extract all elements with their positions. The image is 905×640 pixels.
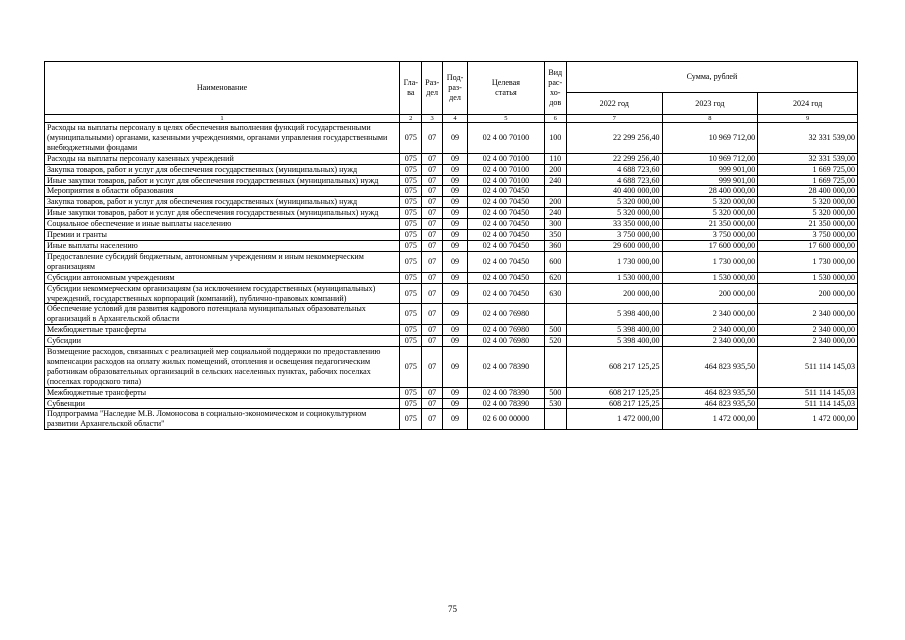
row-name: Закупка товаров, работ и услуг для обеспечения государственных (муниципальных) нужд [45, 197, 400, 208]
row-chapter: 075 [400, 219, 422, 230]
row-amount-2022: 22 299 256,40 [566, 153, 662, 164]
row-amount-2023: 17 600 000,00 [662, 240, 758, 251]
row-amount-2024: 1 730 000,00 [758, 251, 858, 272]
row-section: 07 [422, 409, 442, 430]
row-target-article: 02 4 00 78390 [468, 387, 544, 398]
row-amount-2022: 3 750 000,00 [566, 230, 662, 241]
row-amount-2024: 511 114 145,03 [758, 398, 858, 409]
row-chapter: 075 [400, 240, 422, 251]
row-expense-type [544, 186, 566, 197]
row-section: 07 [422, 219, 442, 230]
row-amount-2022: 1 730 000,00 [566, 251, 662, 272]
row-section: 07 [422, 272, 442, 283]
row-target-article: 02 4 00 70100 [468, 175, 544, 186]
table-row [45, 409, 858, 430]
table-row [45, 387, 858, 398]
col-number-5: 5 [468, 115, 544, 123]
row-chapter: 075 [400, 230, 422, 241]
row-chapter: 075 [400, 175, 422, 186]
row-target-article: 02 4 00 70450 [468, 219, 544, 230]
table-row [45, 398, 858, 409]
row-amount-2022: 1 530 000,00 [566, 272, 662, 283]
row-amount-2023: 5 320 000,00 [662, 208, 758, 219]
row-section: 07 [422, 208, 442, 219]
row-expense-type: 200 [544, 164, 566, 175]
row-section: 07 [422, 325, 442, 336]
row-amount-2022: 608 217 125,25 [566, 387, 662, 398]
row-expense-type: 520 [544, 336, 566, 347]
row-name: Подпрограмма "Наследие М.В. Ломоносова в социально-экономическом и социокультурном развитии Архангельской области" [45, 409, 400, 430]
row-amount-2022: 4 688 723,60 [566, 175, 662, 186]
row-amount-2022: 40 400 000,00 [566, 186, 662, 197]
col-number-4: 4 [442, 115, 467, 123]
row-target-article: 02 6 00 00000 [468, 409, 544, 430]
row-name: Иные закупки товаров, работ и услуг для обеспечения государственных (муниципальных) нужд [45, 175, 400, 186]
row-subsection: 09 [442, 164, 467, 175]
row-chapter: 075 [400, 186, 422, 197]
row-amount-2022: 608 217 125,25 [566, 398, 662, 409]
row-amount-2022: 4 688 723,60 [566, 164, 662, 175]
row-section: 07 [422, 398, 442, 409]
row-target-article: 02 4 00 70100 [468, 123, 544, 154]
row-subsection: 09 [442, 272, 467, 283]
row-chapter: 075 [400, 251, 422, 272]
table-row [45, 230, 858, 241]
row-expense-type: 360 [544, 240, 566, 251]
row-amount-2023: 1 730 000,00 [662, 251, 758, 272]
row-name: Мероприятия в области образования [45, 186, 400, 197]
row-target-article: 02 4 00 76980 [468, 336, 544, 347]
col-number-3: 3 [422, 115, 442, 123]
row-subsection: 09 [442, 347, 467, 388]
row-amount-2024: 17 600 000,00 [758, 240, 858, 251]
row-name: Субсидии автономным учреждениям [45, 272, 400, 283]
row-name: Возмещение расходов, связанных с реализацией мер социальной поддержки по предоставлению компенсации расходов на оплату жилых помещений, отопления и освещения педагогическим работникам образовательных организаций в сельских населенных пунктах, рабочих поселках (поселках городского типа) [45, 347, 400, 388]
row-name: Социальное обеспечение и иные выплаты населению [45, 219, 400, 230]
row-expense-type: 240 [544, 175, 566, 186]
header-subsection: Под- раз- дел [442, 62, 467, 115]
row-name: Субсидии некоммерческим организациям (за исключением государственных (муниципальных) учреждений, государственных корпораций (компаний), публично-правовых компаний) [45, 283, 400, 304]
row-section: 07 [422, 230, 442, 241]
row-target-article: 02 4 00 70450 [468, 208, 544, 219]
row-target-article: 02 4 00 70450 [468, 197, 544, 208]
row-amount-2024: 5 320 000,00 [758, 197, 858, 208]
row-amount-2022: 608 217 125,25 [566, 347, 662, 388]
col-number-2: 2 [400, 115, 422, 123]
row-name: Предоставление субсидий бюджетным, автономным учреждениям и иным некоммерческим организациям [45, 251, 400, 272]
row-amount-2024: 1 669 725,00 [758, 164, 858, 175]
row-amount-2023: 5 320 000,00 [662, 197, 758, 208]
col-number-7: 7 [566, 115, 662, 123]
row-chapter: 075 [400, 272, 422, 283]
row-name: Обеспечение условий для развития кадрового потенциала муниципальных образовательных организаций в Архангельской области [45, 304, 400, 325]
table-body [45, 123, 858, 430]
row-amount-2023: 200 000,00 [662, 283, 758, 304]
row-chapter: 075 [400, 283, 422, 304]
row-expense-type [544, 304, 566, 325]
row-amount-2023: 3 750 000,00 [662, 230, 758, 241]
row-expense-type: 620 [544, 272, 566, 283]
row-amount-2023: 2 340 000,00 [662, 325, 758, 336]
row-target-article: 02 4 00 70450 [468, 272, 544, 283]
row-expense-type: 200 [544, 197, 566, 208]
row-chapter: 075 [400, 336, 422, 347]
table-row [45, 197, 858, 208]
row-subsection: 09 [442, 240, 467, 251]
row-expense-type: 240 [544, 208, 566, 219]
row-section: 07 [422, 347, 442, 388]
row-section: 07 [422, 153, 442, 164]
row-chapter: 075 [400, 347, 422, 388]
row-amount-2024: 3 750 000,00 [758, 230, 858, 241]
row-subsection: 09 [442, 398, 467, 409]
table-row [45, 153, 858, 164]
row-amount-2022: 200 000,00 [566, 283, 662, 304]
row-expense-type: 300 [544, 219, 566, 230]
row-target-article: 02 4 00 70100 [468, 153, 544, 164]
row-amount-2023: 464 823 935,50 [662, 347, 758, 388]
row-amount-2024: 511 114 145,03 [758, 387, 858, 398]
row-expense-type: 100 [544, 123, 566, 154]
table-row [45, 283, 858, 304]
row-amount-2022: 5 398 400,00 [566, 325, 662, 336]
row-target-article: 02 4 00 76980 [468, 304, 544, 325]
row-amount-2022: 29 600 000,00 [566, 240, 662, 251]
row-subsection: 09 [442, 123, 467, 154]
row-chapter: 075 [400, 197, 422, 208]
row-chapter: 075 [400, 398, 422, 409]
row-chapter: 075 [400, 387, 422, 398]
row-subsection: 09 [442, 336, 467, 347]
row-section: 07 [422, 186, 442, 197]
row-expense-type [544, 347, 566, 388]
row-name: Субвенции [45, 398, 400, 409]
row-section: 07 [422, 197, 442, 208]
budget-table [44, 61, 858, 430]
row-subsection: 09 [442, 230, 467, 241]
row-name: Расходы на выплаты персоналу казенных учреждений [45, 153, 400, 164]
row-subsection: 09 [442, 175, 467, 186]
row-expense-type: 110 [544, 153, 566, 164]
row-subsection: 09 [442, 409, 467, 430]
row-chapter: 075 [400, 164, 422, 175]
row-section: 07 [422, 304, 442, 325]
row-section: 07 [422, 387, 442, 398]
page-number: 75 [448, 604, 457, 614]
table-row [45, 347, 858, 388]
row-chapter: 075 [400, 304, 422, 325]
table-row [45, 186, 858, 197]
row-subsection: 09 [442, 325, 467, 336]
row-expense-type: 500 [544, 387, 566, 398]
row-amount-2022: 5 320 000,00 [566, 208, 662, 219]
row-expense-type [544, 409, 566, 430]
row-subsection: 09 [442, 283, 467, 304]
header-year-2023: 2023 год [662, 93, 758, 115]
row-amount-2023: 464 823 935,50 [662, 387, 758, 398]
row-amount-2023: 999 901,00 [662, 175, 758, 186]
row-name: Иные закупки товаров, работ и услуг для обеспечения государственных (муниципальных) нужд [45, 208, 400, 219]
table-row [45, 175, 858, 186]
table-row [45, 251, 858, 272]
row-amount-2022: 22 299 256,40 [566, 123, 662, 154]
row-target-article: 02 4 00 76980 [468, 325, 544, 336]
col-number-6: 6 [544, 115, 566, 123]
row-section: 07 [422, 175, 442, 186]
row-amount-2022: 5 398 400,00 [566, 336, 662, 347]
row-amount-2023: 999 901,00 [662, 164, 758, 175]
row-name: Расходы на выплаты персоналу в целях обеспечения выполнения функций государственными (муниципальными) органами, казенными учреждениями, органами управления государственными внебюджетными фондами [45, 123, 400, 154]
row-target-article: 02 4 00 70450 [468, 240, 544, 251]
col-number-8: 8 [662, 115, 758, 123]
row-name: Субсидии [45, 336, 400, 347]
row-section: 07 [422, 240, 442, 251]
row-section: 07 [422, 336, 442, 347]
header-expense-type: Вид рас- хо- дов [544, 62, 566, 115]
row-section: 07 [422, 164, 442, 175]
header-target-article: Целевая статья [468, 62, 544, 115]
header-year-2024: 2024 год [758, 93, 858, 115]
col-number-9: 9 [758, 115, 858, 123]
row-amount-2022: 5 398 400,00 [566, 304, 662, 325]
row-chapter: 075 [400, 153, 422, 164]
row-subsection: 09 [442, 387, 467, 398]
row-amount-2024: 1 530 000,00 [758, 272, 858, 283]
row-amount-2024: 28 400 000,00 [758, 186, 858, 197]
row-amount-2022: 1 472 000,00 [566, 409, 662, 430]
row-subsection: 09 [442, 304, 467, 325]
row-chapter: 075 [400, 208, 422, 219]
row-amount-2022: 33 350 000,00 [566, 219, 662, 230]
row-name: Премии и гранты [45, 230, 400, 241]
table-row [45, 208, 858, 219]
row-amount-2024: 2 340 000,00 [758, 336, 858, 347]
row-amount-2024: 1 669 725,00 [758, 175, 858, 186]
row-target-article: 02 4 00 70450 [468, 251, 544, 272]
row-subsection: 09 [442, 186, 467, 197]
row-subsection: 09 [442, 219, 467, 230]
row-expense-type: 630 [544, 283, 566, 304]
row-section: 07 [422, 123, 442, 154]
table-row [45, 304, 858, 325]
row-expense-type: 350 [544, 230, 566, 241]
row-chapter: 075 [400, 325, 422, 336]
table-row [45, 336, 858, 347]
row-amount-2022: 5 320 000,00 [566, 197, 662, 208]
row-amount-2023: 10 969 712,00 [662, 123, 758, 154]
row-amount-2024: 2 340 000,00 [758, 325, 858, 336]
row-amount-2024: 1 472 000,00 [758, 409, 858, 430]
row-expense-type: 530 [544, 398, 566, 409]
row-amount-2024: 200 000,00 [758, 283, 858, 304]
row-target-article: 02 4 00 78390 [468, 347, 544, 388]
row-amount-2024: 32 331 539,00 [758, 123, 858, 154]
row-target-article: 02 4 00 70100 [468, 164, 544, 175]
row-name: Межбюджетные трансферты [45, 325, 400, 336]
row-target-article: 02 4 00 70450 [468, 186, 544, 197]
row-amount-2023: 464 823 935,50 [662, 398, 758, 409]
table-row [45, 164, 858, 175]
header-name: Наименование [45, 62, 400, 115]
row-amount-2024: 21 350 000,00 [758, 219, 858, 230]
row-amount-2023: 10 969 712,00 [662, 153, 758, 164]
table-row [45, 272, 858, 283]
row-amount-2023: 2 340 000,00 [662, 304, 758, 325]
row-amount-2023: 21 350 000,00 [662, 219, 758, 230]
row-amount-2024: 5 320 000,00 [758, 208, 858, 219]
row-name: Закупка товаров, работ и услуг для обеспечения государственных (муниципальных) нужд [45, 164, 400, 175]
row-name: Межбюджетные трансферты [45, 387, 400, 398]
row-amount-2024: 2 340 000,00 [758, 304, 858, 325]
row-target-article: 02 4 00 70450 [468, 283, 544, 304]
table-row [45, 123, 858, 154]
row-expense-type: 500 [544, 325, 566, 336]
row-section: 07 [422, 251, 442, 272]
row-amount-2024: 511 114 145,03 [758, 347, 858, 388]
row-subsection: 09 [442, 197, 467, 208]
row-subsection: 09 [442, 251, 467, 272]
header-section: Раз- дел [422, 62, 442, 115]
row-subsection: 09 [442, 208, 467, 219]
row-section: 07 [422, 283, 442, 304]
table-row [45, 325, 858, 336]
header-amount: Сумма, рублей [566, 62, 857, 93]
row-subsection: 09 [442, 153, 467, 164]
table-row [45, 219, 858, 230]
row-amount-2023: 28 400 000,00 [662, 186, 758, 197]
row-target-article: 02 4 00 70450 [468, 230, 544, 241]
col-number-1: 1 [45, 115, 400, 123]
row-chapter: 075 [400, 409, 422, 430]
header-year-2022: 2022 год [566, 93, 662, 115]
row-name: Иные выплаты населению [45, 240, 400, 251]
row-expense-type: 600 [544, 251, 566, 272]
row-amount-2024: 32 331 539,00 [758, 153, 858, 164]
row-amount-2023: 1 530 000,00 [662, 272, 758, 283]
table-row [45, 240, 858, 251]
row-amount-2023: 2 340 000,00 [662, 336, 758, 347]
row-chapter: 075 [400, 123, 422, 154]
row-amount-2023: 1 472 000,00 [662, 409, 758, 430]
header-chapter: Гла- ва [400, 62, 422, 115]
row-target-article: 02 4 00 78390 [468, 398, 544, 409]
